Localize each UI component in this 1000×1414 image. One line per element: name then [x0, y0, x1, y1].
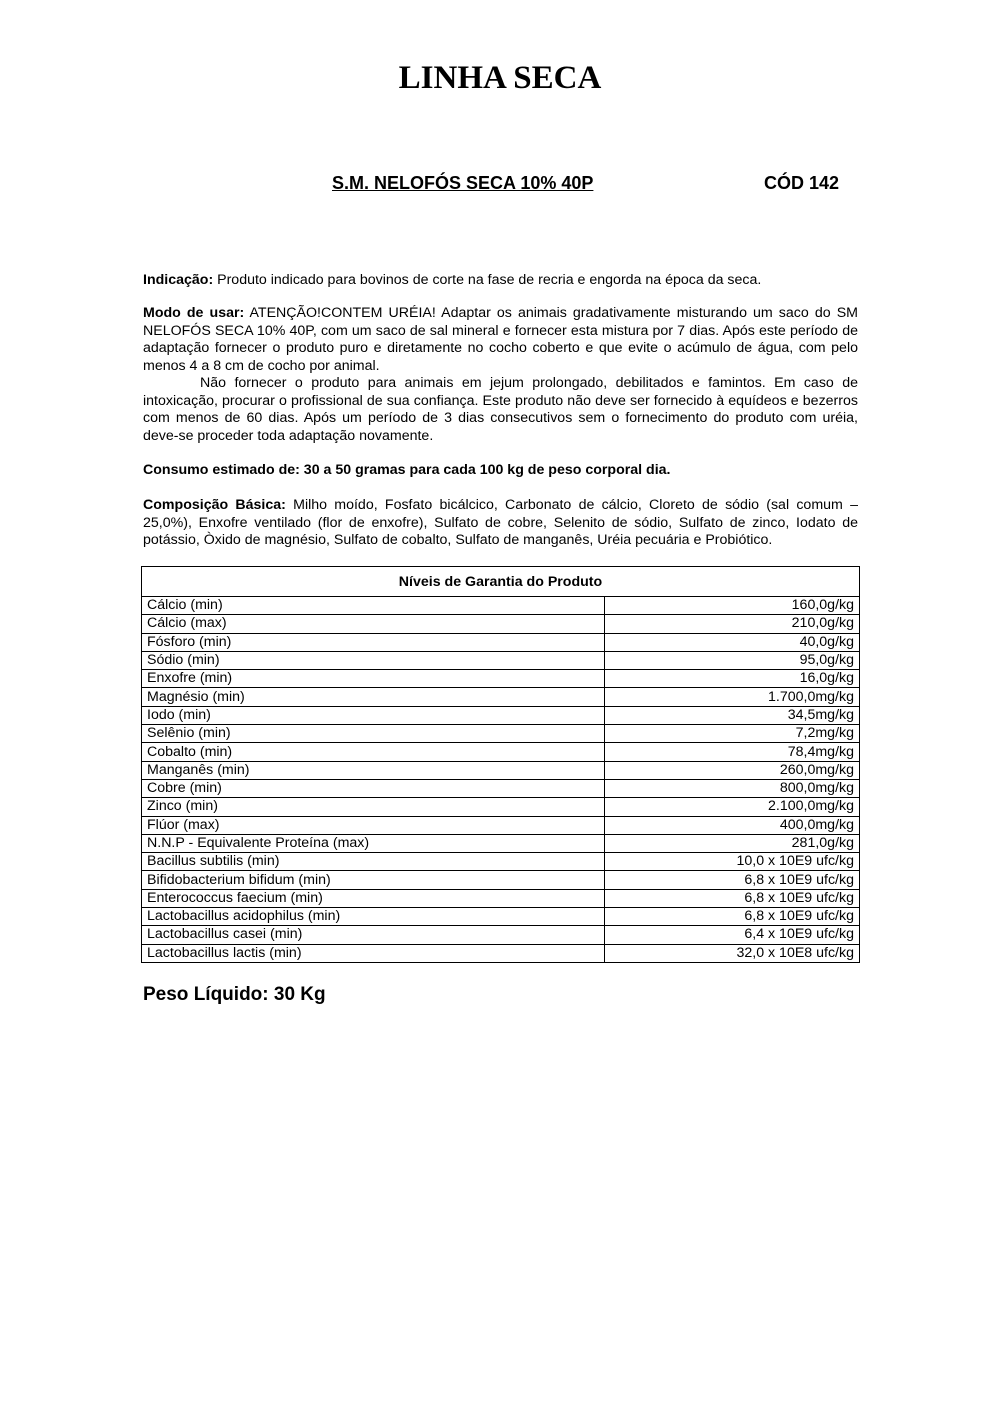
- indicacao-text: Produto indicado para bovinos de corte na fase de recria e engorda na época da seca.: [213, 272, 762, 288]
- guarantee-table-body: [142, 597, 860, 963]
- modo-de-usar-section: [143, 305, 858, 445]
- table-row: [142, 761, 860, 779]
- table-row: [142, 743, 860, 761]
- nutrient-name: Flúor (max): [142, 816, 605, 834]
- nutrient-value: 78,4mg/kg: [604, 743, 859, 761]
- product-code: CÓD 142: [764, 173, 840, 193]
- table-row: [142, 725, 860, 743]
- nutrient-value: 2.100,0mg/kg: [604, 798, 859, 816]
- consumo-section: [143, 462, 858, 480]
- nutrient-value: 16,0g/kg: [604, 670, 859, 688]
- nutrient-value: 6,4 x 10E9 ufc/kg: [604, 926, 859, 944]
- nutrient-value: 40,0g/kg: [604, 633, 859, 651]
- table-row: [142, 889, 860, 907]
- nutrient-name: Cálcio (min): [142, 597, 605, 615]
- modo-text-2: Não fornecer o produto para animais em jejum prolongado, debilitados e famintos. Em caso de intoxicação, procurar o profissional de sua confiança. Este produto não deve ser fornecido à equídeos e bezerros com menos de 60 dias. Após um período de 3 dias consecutivos sem o fornecimento do produto com uréia, deve-se proceder toda adaptação novamente.: [143, 375, 858, 444]
- indicacao-section: [143, 272, 858, 290]
- nutrient-value: 6,8 x 10E9 ufc/kg: [604, 871, 859, 889]
- nutrient-value: 34,5mg/kg: [604, 706, 859, 724]
- nutrient-name: Bifidobacterium bifidum (min): [142, 871, 605, 889]
- composicao-label: Composição Básica:: [143, 497, 286, 513]
- nutrient-name: Enterococcus faecium (min): [142, 889, 605, 907]
- indicacao-label: Indicação:: [143, 272, 214, 288]
- nutrient-name: Bacillus subtilis (min): [142, 853, 605, 871]
- table-row: [142, 871, 860, 889]
- guarantee-table-title: Níveis de Garantia do Produto: [142, 567, 860, 597]
- nutrient-value: 1.700,0mg/kg: [604, 688, 859, 706]
- nutrient-name: Cálcio (max): [142, 615, 605, 633]
- modo-paragraph-2: [143, 375, 858, 445]
- table-row: [142, 688, 860, 706]
- nutrient-name: Lactobacillus casei (min): [142, 926, 605, 944]
- table-row: [142, 670, 860, 688]
- nutrient-value: 800,0mg/kg: [604, 779, 859, 797]
- nutrient-name: Fósforo (min): [142, 633, 605, 651]
- nutrient-value: 281,0g/kg: [604, 834, 859, 852]
- nutrient-name: Cobalto (min): [142, 743, 605, 761]
- nutrient-name: N.N.P - Equivalente Proteína (max): [142, 834, 605, 852]
- nutrient-value: 10,0 x 10E9 ufc/kg: [604, 853, 859, 871]
- nutrient-name: Manganês (min): [142, 761, 605, 779]
- table-row: [142, 597, 860, 615]
- nutrient-name: Zinco (min): [142, 798, 605, 816]
- nutrient-value: 7,2mg/kg: [604, 725, 859, 743]
- table-row: [142, 779, 860, 797]
- nutrient-name: Cobre (min): [142, 779, 605, 797]
- nutrient-value: 260,0mg/kg: [604, 761, 859, 779]
- nutrient-name: Selênio (min): [142, 725, 605, 743]
- table-row: [142, 926, 860, 944]
- table-row: [142, 798, 860, 816]
- nutrient-name: Lactobacillus lactis (min): [142, 944, 605, 962]
- table-row: [142, 834, 860, 852]
- product-name: S.M. NELOFÓS SECA 10% 40P: [332, 173, 594, 193]
- net-weight: Peso Líquido: 30 Kg: [143, 984, 326, 1005]
- composicao-text: Milho moído, Fosfato bicálcico, Carbonato de cálcio, Cloreto de sódio (sal comum – 25,0%), Enxofre ventilado (flor de enxofre), Sulfato de cobre, Selenito de sódio, Sulfato de zinco, Iodato de potássio, Òxido de magnésio, Sulfato de cobalto, Sulfato de manganês, Uréia pecuária e Probiótico.: [143, 497, 858, 548]
- modo-label: Modo de usar:: [143, 305, 245, 321]
- guarantee-table: [141, 566, 860, 963]
- nutrient-name: Lactobacillus acidophilus (min): [142, 908, 605, 926]
- nutrient-name: Enxofre (min): [142, 670, 605, 688]
- table-row: [142, 853, 860, 871]
- table-row: [142, 615, 860, 633]
- table-row: [142, 908, 860, 926]
- nutrient-value: 32,0 x 10E8 ufc/kg: [604, 944, 859, 962]
- nutrient-value: 400,0mg/kg: [604, 816, 859, 834]
- nutrient-name: Magnésio (min): [142, 688, 605, 706]
- table-row: [142, 706, 860, 724]
- guarantee-table-header-row: [142, 567, 860, 597]
- page-title: LINHA SECA: [398, 60, 602, 96]
- table-row: [142, 633, 860, 651]
- composicao-paragraph: [143, 497, 858, 550]
- table-row: [142, 651, 860, 669]
- modo-paragraph-1: [143, 305, 858, 375]
- nutrient-value: 6,8 x 10E9 ufc/kg: [604, 908, 859, 926]
- table-row: [142, 816, 860, 834]
- nutrient-value: 6,8 x 10E9 ufc/kg: [604, 889, 859, 907]
- table-row: [142, 944, 860, 962]
- nutrient-name: Iodo (min): [142, 706, 605, 724]
- nutrient-value: 95,0g/kg: [604, 651, 859, 669]
- nutrient-value: 160,0g/kg: [604, 597, 859, 615]
- consumo-text: Consumo estimado de: 30 a 50 gramas para cada 100 kg de peso corporal dia.: [143, 462, 671, 478]
- nutrient-name: Sódio (min): [142, 651, 605, 669]
- modo-text-1: ATENÇÃO!CONTEM URÉIA! Adaptar os animais gradativamente misturando um saco do SM NELOFÓS SECA 10% 40P, com um saco de sal mineral e fornecer esta mistura por 7 dias. Após este período de adaptação fornecer o produto puro e diretamente no cocho coberto e que evite o acúmulo de água, com pelo menos 4 a 8 cm de cocho por animal.: [143, 305, 858, 374]
- composicao-section: [143, 497, 858, 550]
- indicacao-paragraph: [143, 272, 858, 290]
- nutrient-value: 210,0g/kg: [604, 615, 859, 633]
